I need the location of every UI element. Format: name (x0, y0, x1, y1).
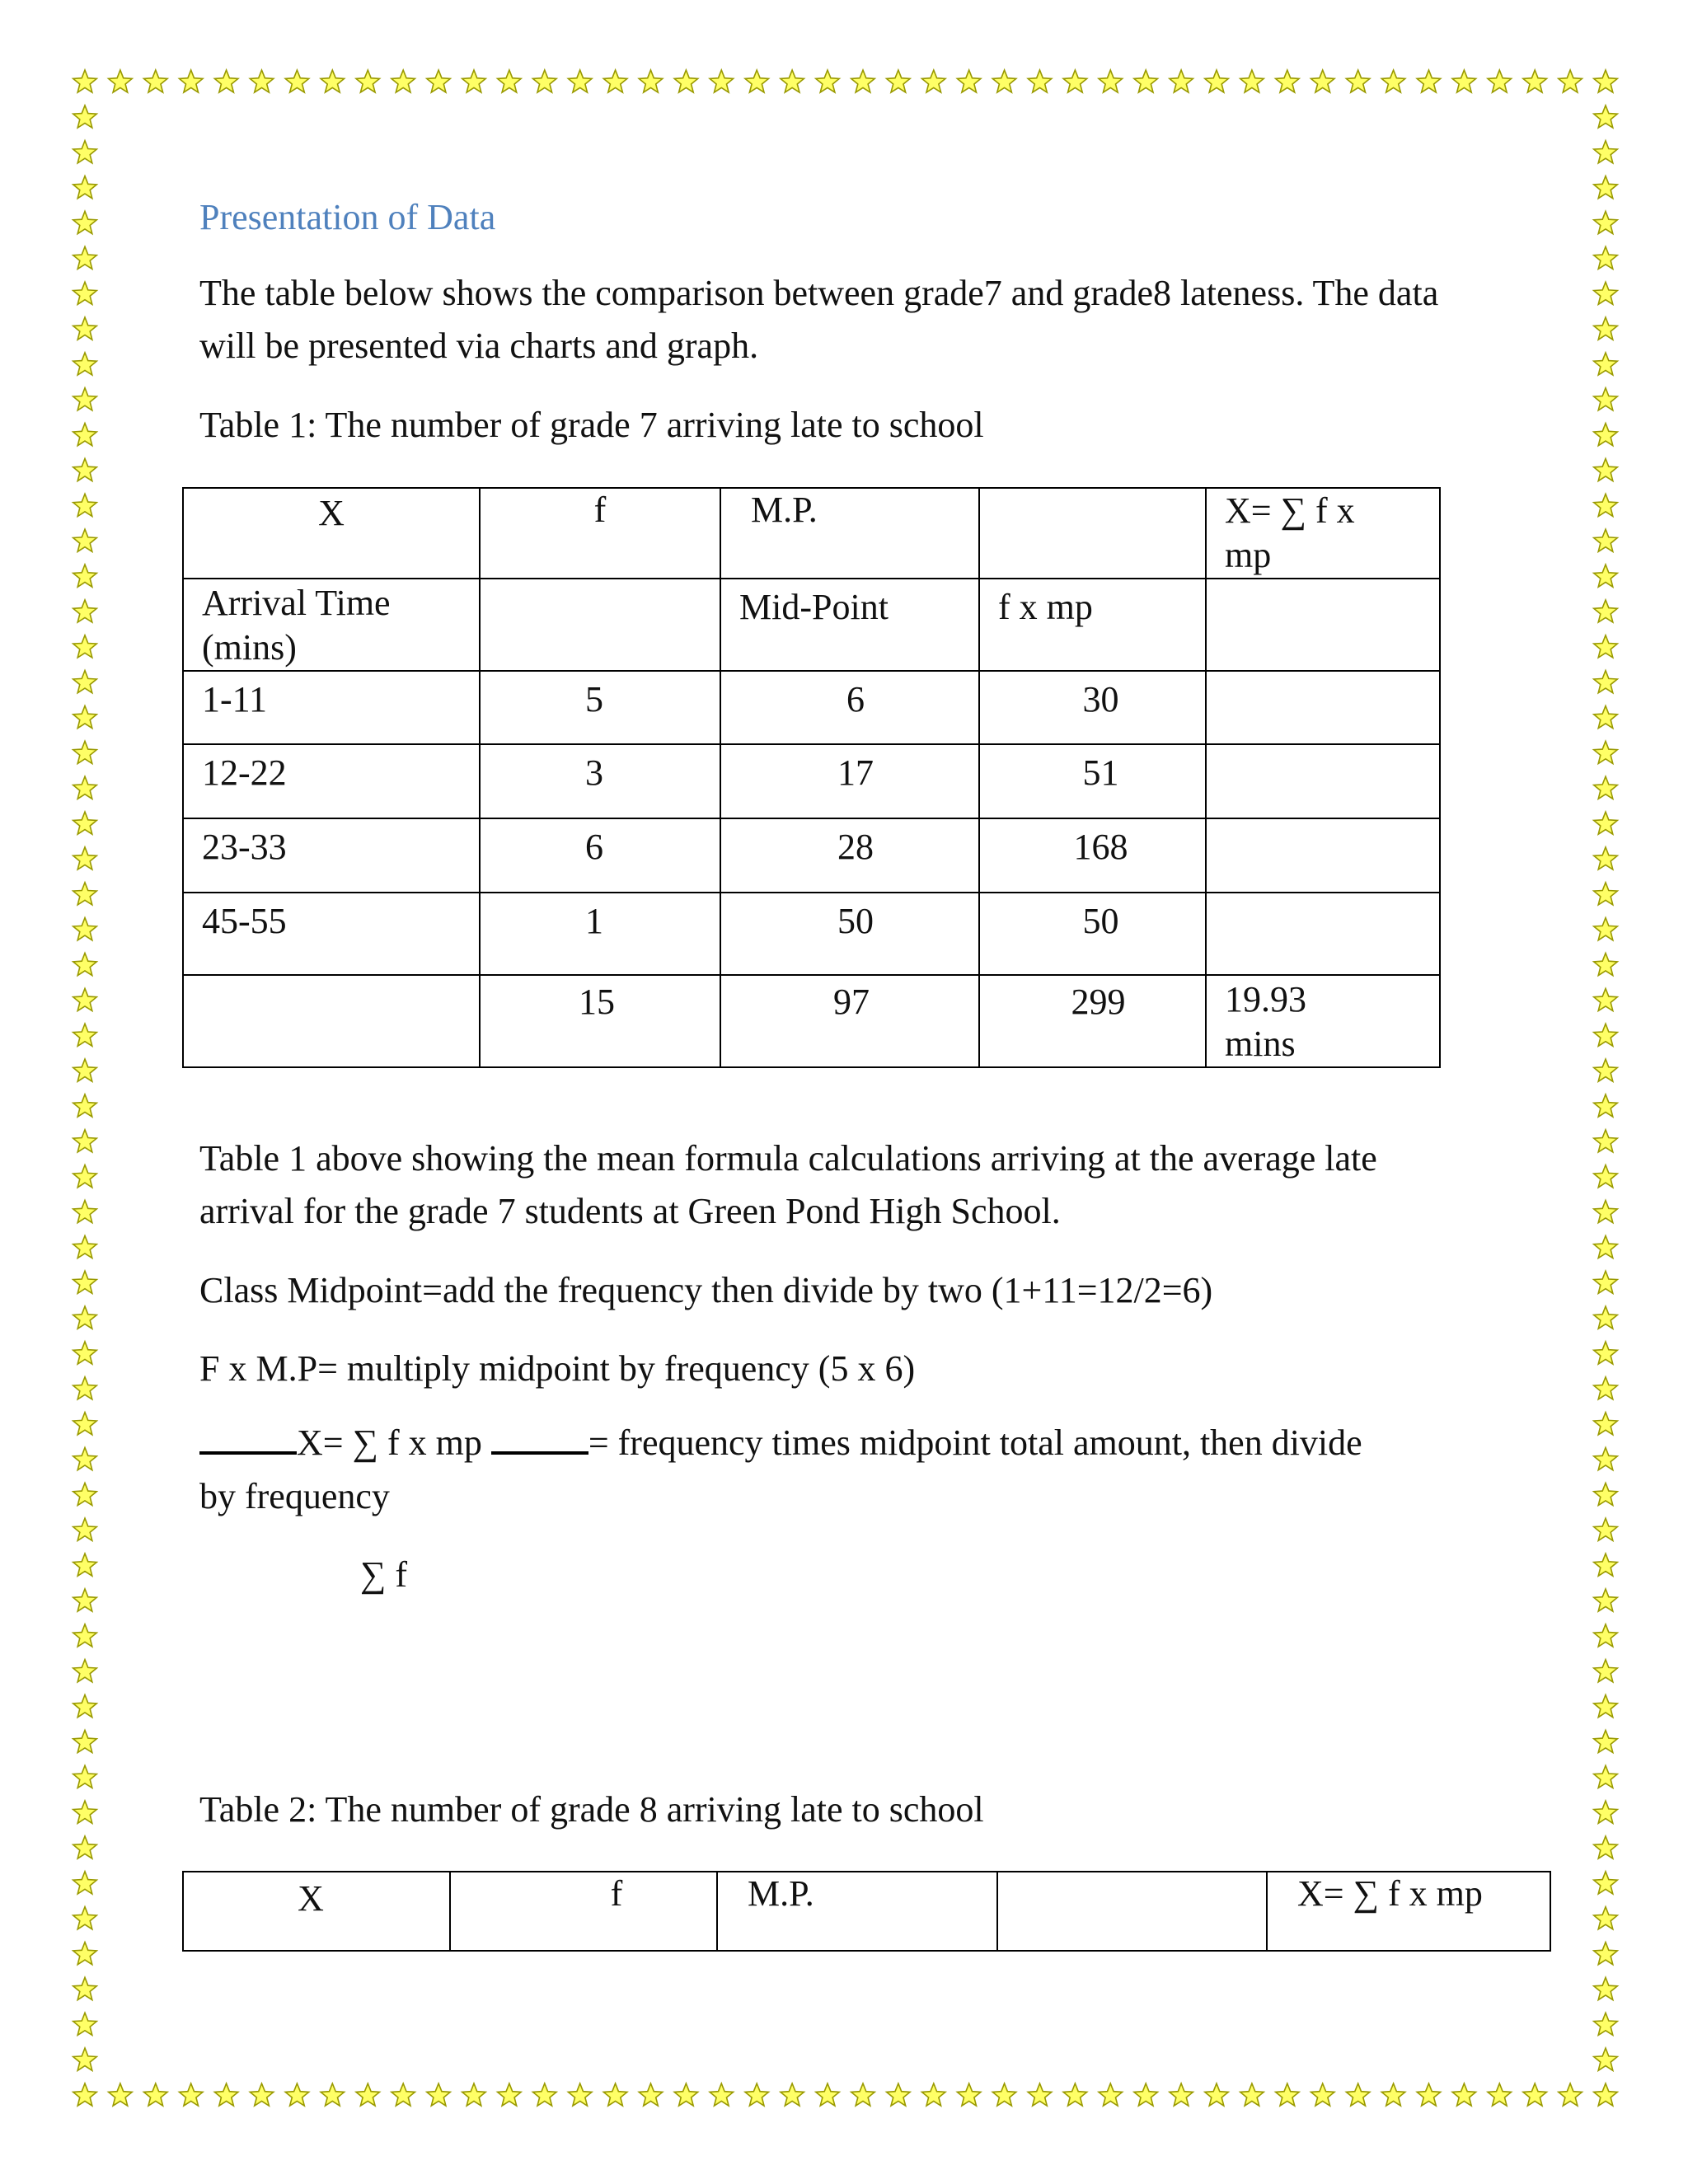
table-cell: 6 (846, 679, 865, 719)
table1-cell (979, 744, 1206, 818)
table2-header-row (183, 1872, 1550, 1951)
table2-cell (183, 1872, 450, 1951)
table1-cell (979, 671, 1206, 744)
table1-cell (979, 488, 1206, 579)
table-cell: 51 (1082, 752, 1119, 793)
table2-header-mp: M.P. (748, 1873, 814, 1914)
table-row (183, 744, 1440, 818)
table1-cell (720, 744, 979, 818)
table1-cell (183, 488, 480, 579)
table-row (183, 671, 1440, 744)
table-row (183, 818, 1440, 893)
table1-header-row-1 (183, 488, 1440, 579)
table-cell: 5 (585, 679, 603, 719)
table1-cell (1206, 579, 1440, 671)
intro-paragraph: The table below shows the comparison between grade7 and grade8 lateness. The data will be presented via charts and graph. (199, 273, 1439, 366)
table2-cell (717, 1872, 997, 1951)
table-cell: 50 (837, 901, 874, 941)
table1-cell (979, 579, 1206, 671)
table1-header-mp: M.P. (751, 490, 818, 530)
table-cell: 6 (585, 827, 603, 867)
section-heading: Presentation of Data (199, 197, 496, 237)
table2-caption: Table 2: The number of grade 8 arriving late to school (199, 1789, 984, 1830)
midpoint-note: Class Midpoint=add the frequency then divide by two (1+11=12/2=6) (199, 1270, 1213, 1310)
table1-cell (480, 488, 720, 579)
table1-cell (1206, 975, 1440, 1067)
table-cell: 17 (837, 752, 874, 793)
table2-cell (997, 1872, 1267, 1951)
table2 (182, 1871, 1551, 1952)
formula-line (199, 1422, 1362, 1464)
table1-cell (979, 975, 1206, 1067)
table1-cell (720, 671, 979, 744)
table1-cell (183, 579, 480, 671)
table1-cell (979, 818, 1206, 893)
table1-header-f: f (593, 490, 607, 530)
table2-cell (450, 1872, 717, 1951)
table1-cell (480, 818, 720, 893)
table1-cell (720, 488, 979, 579)
table1-header-arrival-time: Arrival Time (mins) (202, 583, 391, 668)
table-cell: 1 (585, 901, 603, 941)
table-cell: 1-11 (202, 679, 268, 719)
table1-cell (1206, 818, 1440, 893)
table1-totals-row (183, 975, 1440, 1067)
total-frequency: 15 (579, 982, 615, 1022)
table1-header-mean: X= ∑ f x mp (1225, 490, 1355, 575)
table1-header-row-2 (183, 579, 1440, 671)
formula-description: = frequency times midpoint total amount, then divide (588, 1422, 1362, 1463)
table-cell: 168 (1073, 827, 1128, 867)
table1-cell (480, 744, 720, 818)
table1-cell (720, 818, 979, 893)
total-fxmp: 299 (1071, 982, 1126, 1022)
table1-cell (720, 893, 979, 975)
fmp-note: F x M.P= multiply midpoint by frequency (5 x 6) (199, 1348, 916, 1389)
table-cell: 45-55 (202, 901, 287, 941)
table1-cell (183, 818, 480, 893)
table2-cell (1267, 1872, 1550, 1951)
formula-continuation: by frequency (199, 1476, 390, 1516)
table1-cell (979, 893, 1206, 975)
table1-cell (1206, 671, 1440, 744)
table-cell: 30 (1082, 679, 1119, 719)
table-cell: 50 (1082, 901, 1119, 941)
table1-cell (720, 579, 979, 671)
fraction-bar-left (199, 1423, 297, 1455)
formula-numerator: X= ∑ f x mp (297, 1422, 482, 1463)
table-row (183, 893, 1440, 975)
table1-cell (183, 744, 480, 818)
table2-header-x: X (298, 1878, 324, 1919)
table-cell: 28 (837, 827, 874, 867)
table1-header-x: X (318, 493, 345, 533)
table1-cell (183, 893, 480, 975)
table-cell: 3 (585, 752, 603, 793)
table1 (182, 487, 1441, 1068)
total-midpoint: 97 (833, 982, 870, 1022)
table-cell: 23-33 (202, 827, 287, 867)
table1-cell (183, 671, 480, 744)
table1-cell (1206, 744, 1440, 818)
table1-header-midpoint: Mid-Point (739, 587, 889, 627)
table1-cell (1206, 488, 1440, 579)
table2-header-f: f (610, 1873, 623, 1914)
table1-cell (183, 975, 480, 1067)
table1-cell (480, 671, 720, 744)
formula-denominator: ∑ f (360, 1554, 408, 1595)
table1-cell (1206, 893, 1440, 975)
mean-result: 19.93 mins (1225, 979, 1306, 1064)
table1-header-fxmp: f x mp (998, 587, 1093, 627)
table1-cell (480, 579, 720, 671)
table1-cell (480, 893, 720, 975)
table1-cell (720, 975, 979, 1067)
explanation-paragraph: Table 1 above showing the mean formula calculations arriving at the average late arrival for the grade 7 students at Green Pond High School. (199, 1138, 1377, 1231)
table1-caption: Table 1: The number of grade 7 arriving late to school (199, 405, 984, 445)
table2-header-mean: X= ∑ f x mp (1297, 1873, 1483, 1914)
table1-cell (480, 975, 720, 1067)
fraction-bar-right (491, 1423, 588, 1455)
table-cell: 12-22 (202, 752, 287, 793)
